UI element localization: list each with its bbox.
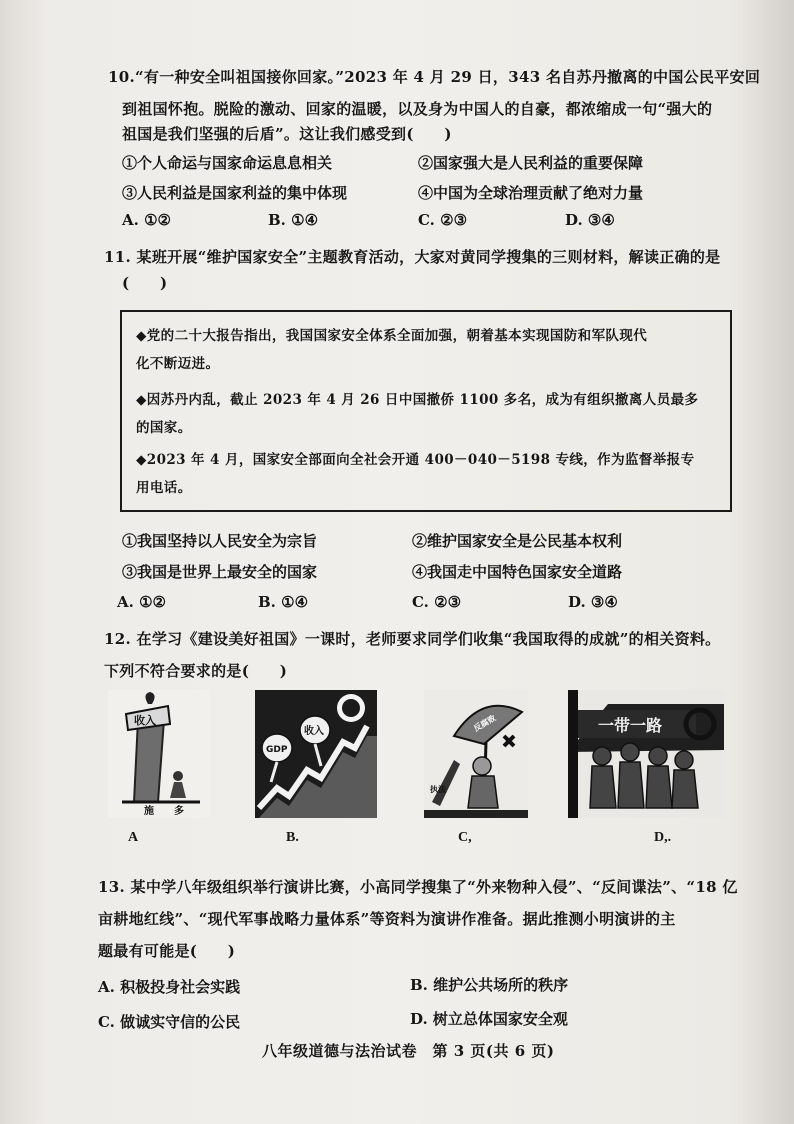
cartoon-c-label-1: 反腐败 [472, 713, 498, 734]
q13-option-d[interactable]: D. 树立总体国家安全观 [410, 1010, 568, 1028]
q11-option-c[interactable]: C. ②③ [412, 593, 462, 611]
page-footer: 八年级道德与法治试卷 第 3 页(共 6 页) [262, 1042, 555, 1060]
cartoon-d [568, 690, 724, 818]
cartoon-a [108, 690, 210, 818]
q11-material-2-line-2: 的国家。 [136, 420, 192, 436]
q10-option-d[interactable]: D. ③④ [565, 211, 615, 229]
cartoon-b-caption[interactable]: B. [286, 830, 299, 845]
q13-option-b[interactable]: B. 维护公共场所的秩序 [410, 976, 569, 994]
q10-stem-line-1: 10.“有一种安全叫祖国接你回家。”2023 年 4 月 29 日，343 名自苏丹撤离的中国公民平安回 [108, 68, 761, 86]
cartoon-b-label-income: 收入 [304, 726, 324, 737]
q11-material-2-line-1: ◆因苏丹内乱，截止 2023 年 4 月 26 日中国撤侨 1100 多名，成为有组织撤离人员最多 [136, 392, 699, 408]
cartoon-d-caption[interactable]: D,. [654, 830, 672, 845]
q11-option-a[interactable]: A. ①② [117, 593, 166, 611]
q10-statement-4: ④中国为全球治理贡献了绝对力量 [418, 184, 644, 202]
cartoon-c [424, 690, 528, 818]
cartoon-a-caption[interactable]: A [128, 830, 139, 845]
q11-option-d[interactable]: D. ③④ [568, 593, 618, 611]
q13-option-a[interactable]: A. 积极投身社会实践 [98, 978, 241, 996]
cartoon-d-label: 一带一路 [598, 716, 663, 735]
q12-stem-line-2: 下列不符合要求的是( ) [104, 662, 288, 680]
q10-option-a[interactable]: A. ①② [122, 211, 171, 229]
cartoon-a-label-income: 收入 [134, 714, 156, 727]
cartoon-a-label-2: 多 [174, 806, 184, 817]
q11-stem-line-2: ( ) [122, 274, 168, 292]
q11-material-1-line-2: 化不断迈进。 [136, 356, 220, 372]
q11-statement-1: ①我国坚持以人民安全为宗旨 [122, 532, 318, 550]
q10-option-c[interactable]: C. ②③ [418, 211, 468, 229]
q10-statement-1: ①个人命运与国家命运息息相关 [122, 154, 333, 172]
q11-option-b[interactable]: B. ①④ [258, 593, 309, 611]
q11-stem-line-1: 11. 某班开展“维护国家安全”主题教育活动，大家对黄同学搜集的三则材料，解读正确的是 [104, 248, 721, 266]
q13-option-c[interactable]: C. 做诚实守信的公民 [98, 1013, 241, 1031]
cartoon-b [255, 690, 377, 818]
q11-material-3-line-1: ◆2023 年 4 月，国家安全部面向全社会开通 400－040－5198 专线，作为监督举报专 [136, 452, 695, 468]
q10-stem-line-2: 到祖国怀抱。脱险的激动、回家的温暖，以及身为中国人的自豪，都浓缩成一句“强大的 [122, 100, 713, 118]
q10-option-b[interactable]: B. ①④ [268, 211, 319, 229]
q11-statement-2: ②维护国家安全是公民基本权利 [412, 532, 623, 550]
q11-statement-4: ④我国走中国特色国家安全道路 [412, 563, 623, 581]
q12-stem-line-1: 12. 在学习《建设美好祖国》一课时，老师要求同学们收集“我国取得的成就”的相关资料。 [104, 630, 721, 648]
q10-statement-3: ③人民利益是国家利益的集中体现 [122, 184, 348, 202]
q13-stem-line-2: 亩耕地红线”、“现代军事战略力量体系”等资料为演讲作准备。据此推测小明演讲的主 [98, 910, 676, 928]
q13-stem-line-3: 题最有可能是( ) [98, 942, 236, 960]
q13-stem-line-1: 13. 某中学八年级组织举行演讲比赛，小高同学搜集了“外来物种入侵”、“反间谍法”、“18 亿 [98, 878, 738, 896]
cartoon-c-label-2: 执法 [430, 785, 446, 794]
q11-material-box [120, 310, 732, 512]
cartoon-b-label-gdp: GDP [266, 745, 288, 755]
q10-stem-line-3: 祖国是我们坚强的后盾”。这让我们感受到( ) [122, 125, 452, 143]
q11-statement-3: ③我国是世界上最安全的国家 [122, 563, 318, 581]
q11-material-3-line-2: 用电话。 [136, 480, 192, 496]
cartoon-c-caption[interactable]: C, [458, 830, 472, 845]
q11-material-1-line-1: ◆党的二十大报告指出，我国国家安全体系全面加强，朝着基本实现国防和军队现代 [136, 328, 648, 344]
cartoon-a-label-1: 施 [144, 806, 154, 817]
q10-statement-2: ②国家强大是人民利益的重要保障 [418, 154, 644, 172]
